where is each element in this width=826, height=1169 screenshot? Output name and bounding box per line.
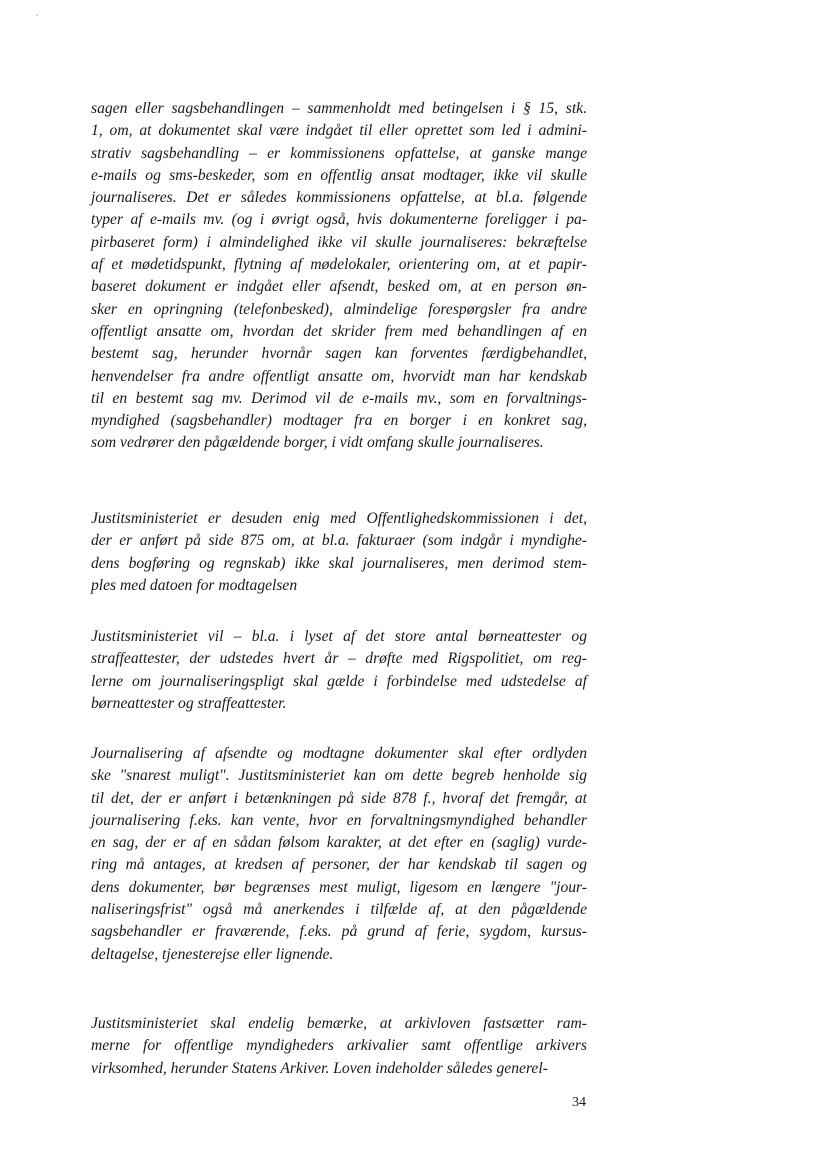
paragraph-archive-law [91,1013,587,1080]
paragraph-invoices [91,508,587,597]
text-line: Justitsministeriet vil – bl.a. i lyset af det store antal børneattester og [91,628,587,645]
text-line: dens bogføring og regnskab) ikke skal journaliseres, men derimod stem- [91,554,587,572]
text-line: lerne om journaliseringspligt skal gælde i forbindelse med udstedelse af [91,672,587,690]
text-line: naliseringsfrist" også må anerkendes i tilfælde af, at den pågældende [91,901,587,919]
text-line: journaliseres. Det er således kommissionens opfattelse, at bl.a. følgende [91,189,587,207]
text-line: ring må antages, at kredsen af personer, der har kendskab til sagen og [91,856,587,874]
text-line: myndighed (sagsbehandler) modtager fra en borger i en konkret sag, [91,412,587,430]
text-line: baseret dokument er indgået eller afsendt, besked om, at en person øn- [91,278,587,296]
text-line: sagen eller sagsbehandlingen – sammenholdt med betingelsen i § 15, stk. [91,100,587,117]
text-line: e-mails og sms-beskeder, som en offentlig ansat modtager, ikke vil skulle [91,166,587,184]
text-line: af et mødetidspunkt, flytning af mødelokaler, orientering om, at et papir- [91,256,587,274]
scan-artifact [36,14,38,16]
text-line: strativ sagsbehandling – er kommissionens opfattelse, at ganske mange [91,144,587,162]
text-line: merne for offentlige myndigheders arkivalier samt offentlige arkivers [91,1037,587,1055]
text-line: Justitsministeriet er desuden enig med Offentlighedskommissionen i det, [91,510,587,527]
text-line: der er anført på side 875 om, at bl.a. fakturaer (som indgår i myndighe- [91,532,587,550]
page-number: 34 [572,1095,586,1110]
text-line: som vedrører den pågældende borger, i vidt omfang skulle journaliseres. [91,434,544,452]
text-line: deltagelse, tjenesterejse eller lignende. [91,945,334,963]
text-line: straffeattester, der udstedes hvert år – drøfte med Rigspolitiet, om reg- [91,650,587,668]
text-line: børneattester og straffeattester. [91,694,287,712]
text-line: til det, der er anført i betænkningen på side 878 f., hvoraf det fremgår, at [91,789,587,807]
text-line: journalisering f.eks. kan vente, hvor en forvaltningsmyndighed behandler [91,811,587,829]
text-line: dens dokumenter, bør begrænses mest muligt, ligesom en længere "jour- [91,878,587,896]
text-line: pirbaseret form) i almindelighed ikke vil skulle journaliseres: bekræftelse [91,233,587,251]
text-line: en sag, der er af en sådan følsom karakter, at det efter en (saglig) vurde- [91,834,587,852]
text-line: offentligt ansatte om, hvordan det skrider frem med behandlingen af en [91,322,587,340]
text-line: typer af e-mails mv. (og i øvrigt også, hvis dokumenterne foreligger i pa- [91,211,587,229]
text-line: til en bestemt sag mv. Derimod vil de e-mails mv., som en forvaltnings- [91,389,587,407]
text-line: bestemt sag, herunder hvornår sagen kan forventes færdigbehandlet, [91,345,587,363]
text-line: virksomhed, herunder Statens Arkiver. Loven indeholder således generel- [91,1059,548,1077]
paragraph-child-certificates [91,626,587,715]
text-line: henvendelser fra andre offentligt ansatte om, hvorvidt man har kendskab [91,367,587,385]
text-line: ples med datoen for modtagelsen [91,576,298,594]
text-line: 1, om, at dokumentet skal være indgået til eller oprettet som led i admini- [91,122,587,140]
text-line: sker en opringning (telefonbesked), almindelige forespørgsler fra andre [91,300,587,318]
paragraph-email-journalization [91,98,587,455]
paragraph-journalization-timing [91,743,587,966]
text-line: sagsbehandler er fraværende, f.eks. på grund af ferie, sygdom, kursus- [91,923,587,941]
text-line: ske "snarest muligt". Justitsministeriet kan om dette begreb henholde sig [91,767,587,785]
text-line: Journalisering af afsendte og modtagne dokumenter skal efter ordlyden [91,745,587,762]
text-line: Justitsministeriet skal endelig bemærke, at arkivloven fastsætter ram- [91,1015,587,1032]
